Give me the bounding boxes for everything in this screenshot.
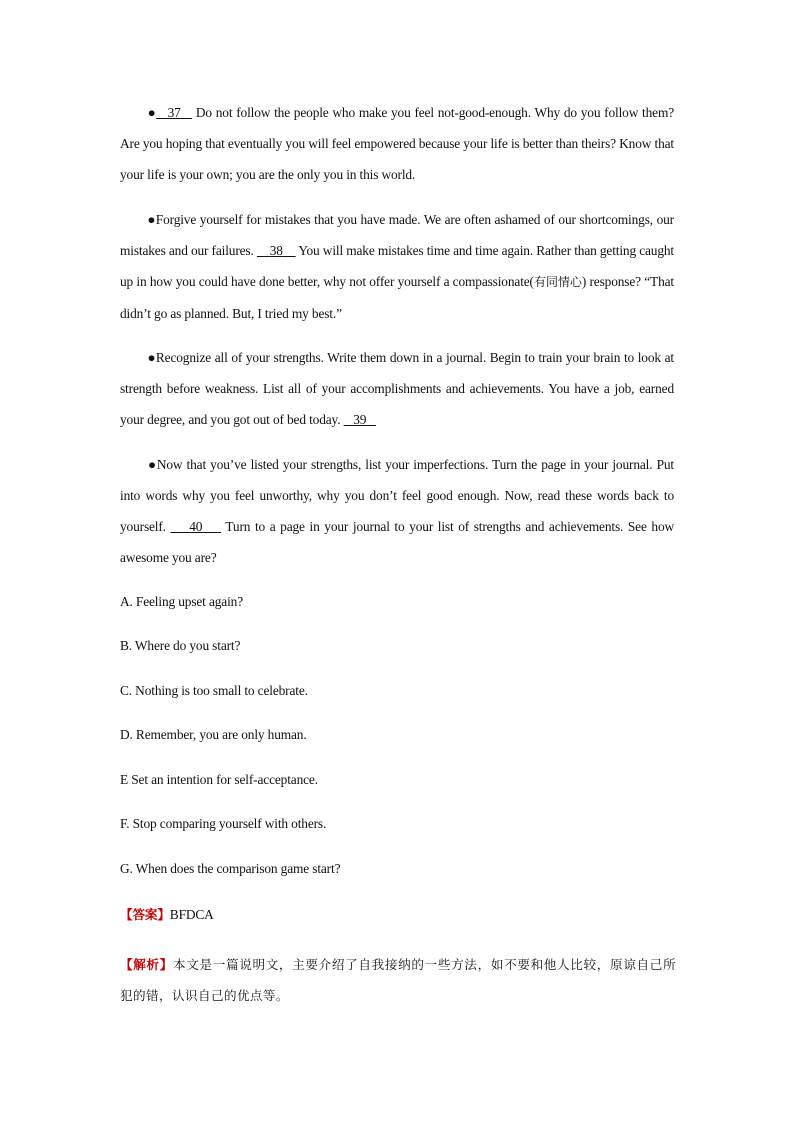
analysis-block xyxy=(120,949,676,1011)
paragraph-text: ●Recognize all of your strengths. Write them down in a journal. Begin to train your brain to look at strength before weakness. List all of your accomplishments and achievements. You have a job, earned your degree, and you got out of bed today. xyxy=(120,350,674,427)
blank-number: 40 xyxy=(189,519,203,534)
option-g: G. When does the comparison game start? xyxy=(120,861,341,876)
option-a: A. Feeling upset again? xyxy=(120,594,243,609)
option-c: C. Nothing is too small to celebrate. xyxy=(120,683,308,698)
paragraph-text: ) response? “That didn’t go as planned. But, I tried my best.” xyxy=(120,274,674,321)
blank-number: 38 xyxy=(269,243,283,258)
analysis-text: 本文是一篇说明文，主要介绍了自我接纳的一些方法，如不要和他人比较，原谅自己所犯的错，认识自己的优点等。 xyxy=(120,957,676,1003)
option-f: F. Stop comparing yourself with others. xyxy=(120,816,327,831)
paragraph-text: ●Forgive yourself for mistakes that you have made. We are often ashamed of our shortcomings, our mistakes and our failures. xyxy=(120,212,674,258)
chinese-gloss: 有同情心 xyxy=(533,275,582,289)
blank-39 xyxy=(344,412,376,427)
paragraph-text: ●Now that you’ve listed your strengths, list your imperfections. Turn the page in your journal. Put into words why you feel unworthy, why you don’t feel good enough. Now, read these words back to yourself. xyxy=(120,457,674,534)
paragraph-text: Do not follow the people who make you feel not-good-enough. Why do you follow them? Are you hoping that eventually you will feel empowered because your life is better than theirs? Know that your life is your own; you are the only you in this world. xyxy=(120,105,675,182)
option-d: D. Remember, you are only human. xyxy=(120,727,307,742)
paragraph-text: You will make mistakes time and time again. Rather than getting caught up in how you could have done better, why not offer yourself a compassionate( xyxy=(120,243,675,289)
blank-number: 37 xyxy=(167,105,181,120)
paragraph-text: Turn to a page in your journal to your list of strengths and achievements. See how awesome you are? xyxy=(120,519,675,565)
bullet: ● xyxy=(147,105,157,120)
blank-37 xyxy=(156,105,192,120)
paragraph-40 xyxy=(120,449,674,573)
paragraph-38 xyxy=(120,204,674,329)
option-e: E Set an intention for self-acceptance. xyxy=(120,772,318,787)
answer-label: 【答案】 xyxy=(120,907,170,922)
analysis-label: 【解析】 xyxy=(120,957,173,972)
answer-line xyxy=(120,904,214,926)
option-b: B. Where do you start? xyxy=(120,638,241,653)
blank-number: 39 xyxy=(353,412,367,427)
blank-38 xyxy=(257,243,296,258)
paragraph-37 xyxy=(120,97,674,190)
paragraph-39 xyxy=(120,342,674,435)
blank-40 xyxy=(171,519,221,534)
answer-value: BFDCA xyxy=(169,907,214,922)
